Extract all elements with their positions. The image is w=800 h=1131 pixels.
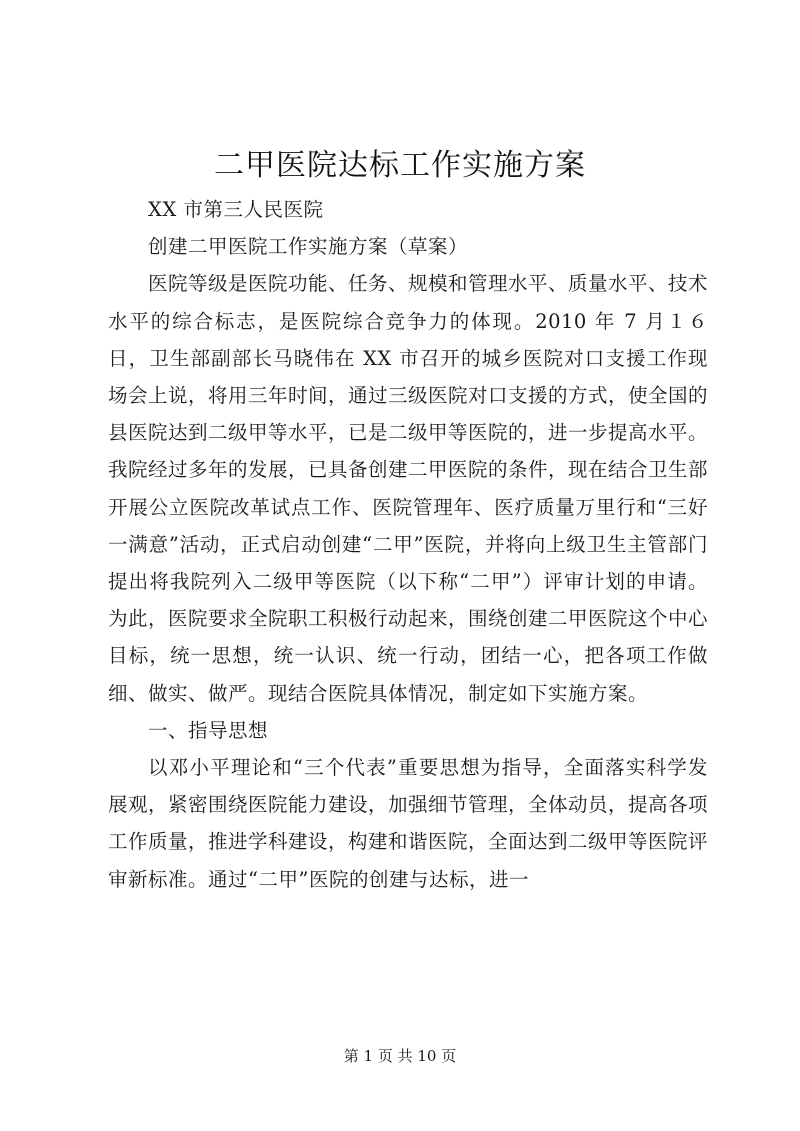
paragraph-introduction: 医院等级是医院功能、任务、规模和管理水平、质量水平、技术水平的综合标志，是医院综合竞争力的体现。2010 年 7 月１６日，卫生部副部长马晓伟在 XX 市召开的城乡医院对口支援工作现场会上说，将用三年时间，通过三级医院对口支援的方式，使全国的县医院达到二级甲等水平，已是二级甲等医院的，进一步提高水平。我院经过多年的发展，已具备创建二甲医院的条件，现在结合卫生部开展公立医院改革试点工作、医院管理年、医疗质量万里行和“三好一满意”活动，正式启动创建“二甲”医院，并将向上级卫生主管部门提出将我院列入二级甲等医院（以下称“二甲”）评审计划的申请。为此，医院要求全院职工积极行动起来，围绕创建二甲医院这个中心目标，统一思想，统一认识、统一行动，团结一心，把各项工作做细、做实、做严。现结合医院具体情况，制定如下实施方案。 bbox=[108, 272, 709, 705]
document-title: 二甲医院达标工作实施方案 bbox=[214, 148, 586, 183]
paragraph-plan-subtitle: 创建二甲医院工作实施方案（草案） bbox=[148, 235, 469, 259]
page-footer: 第 1 页 共 10 页 bbox=[343, 1047, 457, 1065]
document-body bbox=[108, 191, 708, 898]
paragraph-guiding-ideology: 以邓小平理论和“三个代表”重要思想为指导，全面落实科学发展观，紧密围绕医院能力建设，加强细节管理，全体动员，提高各项工作质量，推进学科建设，构建和谐医院，全面达到二级甲等医院评审新标准。通过“二甲”医院的创建与达标，进一 bbox=[108, 756, 709, 891]
section-heading-guiding-ideology: 一、指导思想 bbox=[148, 718, 269, 742]
paragraph-hospital-name: XX 市第三人民医院 bbox=[148, 198, 324, 221]
